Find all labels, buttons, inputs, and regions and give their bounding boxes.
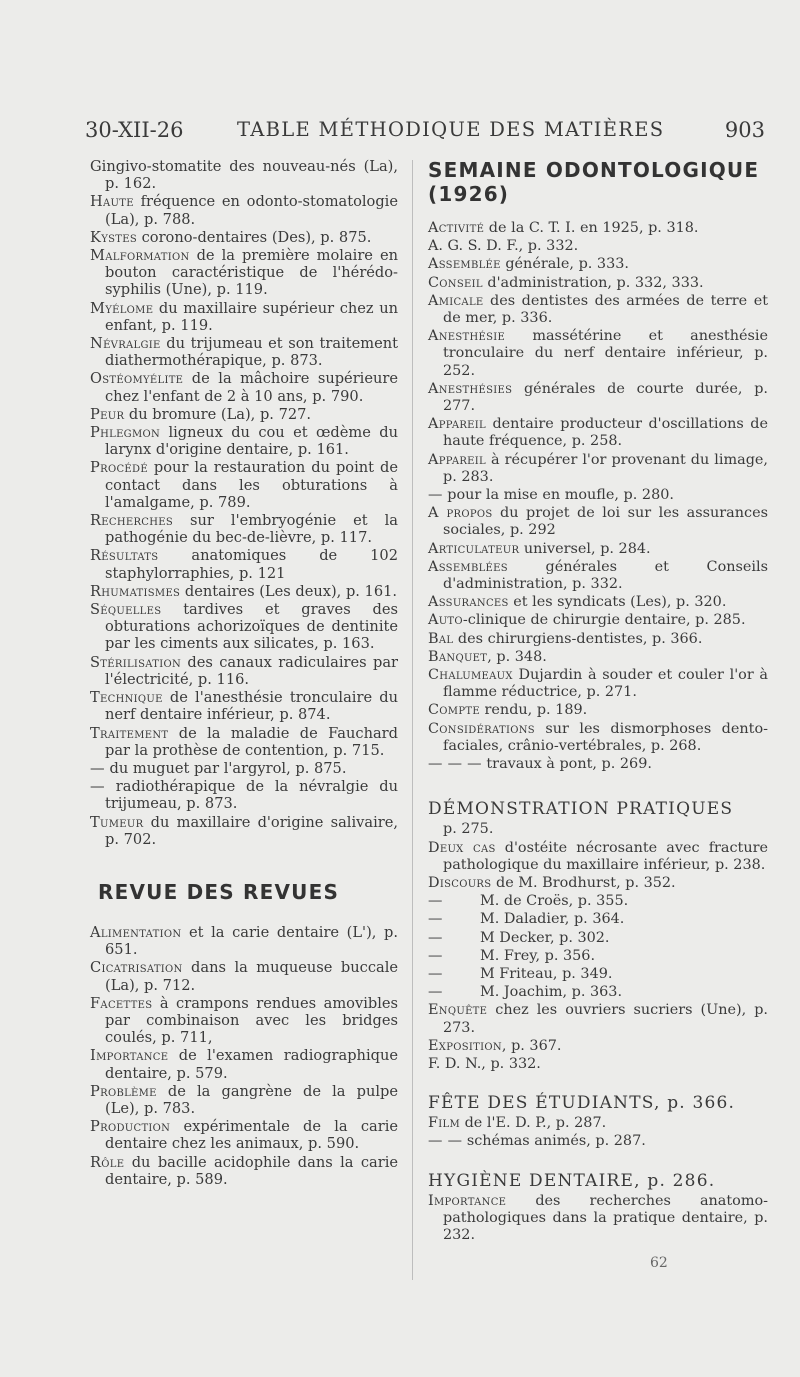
page-header bbox=[85, 118, 765, 148]
entry-text: radiothérapique de la névralgie du trijumeau, p. 873. bbox=[104, 778, 398, 813]
ditto-dash: — bbox=[428, 965, 443, 982]
entry-keyword: Cicatrisation bbox=[90, 959, 183, 977]
index-entry bbox=[428, 1038, 768, 1055]
discours-subentry bbox=[428, 948, 768, 965]
entry-text: de l'anesthésie tronculaire du nerf dentaire inférieur, p. 874. bbox=[105, 689, 398, 724]
entry-text: rendu, p. 189. bbox=[479, 702, 588, 719]
entry-text: M Decker, p. 302. bbox=[480, 929, 610, 946]
entry-keyword: Appareil bbox=[428, 416, 486, 433]
entry-text: , p. 367. bbox=[501, 1037, 562, 1054]
index-entry bbox=[90, 924, 398, 958]
revue-entries bbox=[90, 924, 398, 1188]
index-entry bbox=[90, 725, 398, 759]
index-entry bbox=[90, 778, 398, 812]
entry-keyword: A propos bbox=[428, 505, 493, 522]
entry-text: des chirurgiens-dentistes, p. 366. bbox=[453, 630, 703, 647]
index-entry bbox=[90, 406, 398, 423]
entry-keyword: Recherches bbox=[90, 512, 174, 530]
entry-keyword: Auto bbox=[428, 612, 463, 629]
index-entry bbox=[90, 760, 398, 777]
section-heading-demonstration: DÉMONSTRATION PRATIQUES bbox=[428, 799, 734, 820]
entry-text: A. G. S. D. F., p. 332. bbox=[428, 238, 579, 255]
entry-text: de l'E. D. P., p. 287. bbox=[460, 1115, 607, 1132]
index-entry bbox=[428, 559, 768, 593]
entry-text: des canaux radiculaires par l'électricité, p. 116. bbox=[105, 653, 398, 688]
entry-text: Gingivo-stomatite des nouveau-nés (La), p. 162. bbox=[90, 158, 398, 193]
index-entry bbox=[90, 814, 398, 848]
discours-subentry bbox=[428, 984, 768, 1001]
entry-text: des recherches anatomo-pathologiques dans la pratique dentaire, p. 232. bbox=[443, 1192, 768, 1243]
entry-keyword: Compte bbox=[428, 702, 480, 719]
entry-keyword: Chalumeaux bbox=[428, 667, 513, 684]
entry-text: des dentistes des armées de terre et de mer, p. 336. bbox=[443, 292, 768, 327]
entry-keyword: Alimentation bbox=[90, 923, 182, 941]
entry-text: sur l'embryogénie et la pathogénie du bec-de-lièvre, p. 117. bbox=[105, 512, 398, 547]
index-entry bbox=[90, 512, 398, 546]
entry-text: M. Joachim, p. 363. bbox=[480, 984, 623, 1001]
entry-keyword: Amicale bbox=[428, 292, 484, 309]
index-entry bbox=[90, 601, 398, 653]
entry-keyword: Deux cas bbox=[428, 839, 496, 856]
entry-text: pour la mise en moufle, p. 280. bbox=[442, 487, 674, 504]
entry-keyword: — bbox=[90, 759, 105, 777]
entry-keyword: Rhumatismes bbox=[90, 582, 181, 600]
demonstration-page: p. 275. bbox=[443, 821, 494, 838]
entry-text: dans la muqueuse buccale (La), p. 712. bbox=[105, 959, 398, 994]
entry-keyword: Traitement bbox=[90, 724, 169, 742]
discours-subentry bbox=[428, 893, 768, 910]
entry-keyword: Stérilisation bbox=[90, 653, 182, 671]
entry-keyword: Assurances bbox=[428, 594, 509, 611]
entry-text: , p. 348. bbox=[487, 648, 547, 665]
entry-text: -clinique de chirurgie dentaire, p. 285. bbox=[462, 612, 746, 629]
entry-text: Dujardin à souder et couler l'or à flamme réductrice, p. 271. bbox=[443, 667, 768, 701]
index-entry bbox=[90, 1083, 398, 1117]
fete-entries bbox=[428, 1115, 768, 1150]
entry-keyword: Importance bbox=[428, 1192, 507, 1209]
entry-keyword: Malformation bbox=[90, 247, 190, 265]
entry-text: universel, p. 284. bbox=[519, 540, 651, 557]
discours-subentry bbox=[428, 911, 768, 928]
entry-keyword: Assemblées bbox=[428, 558, 508, 575]
index-entry bbox=[90, 1118, 398, 1152]
index-entry bbox=[428, 612, 768, 629]
entry-keyword: Facettes bbox=[90, 994, 153, 1012]
index-entry bbox=[90, 654, 398, 688]
discours-subentry bbox=[428, 966, 768, 983]
entry-text: F. D. N., p. 332. bbox=[428, 1055, 541, 1072]
entry-text: travaux à pont, p. 269. bbox=[481, 756, 652, 773]
index-entry bbox=[428, 328, 768, 380]
entry-keyword: Anesthésie bbox=[428, 328, 506, 345]
entry-text: corono-dentaires (Des), p. 875. bbox=[136, 228, 372, 246]
entry-text: sur les dismorphoses dento-faciales, crânio-vertébrales, p. 268. bbox=[443, 720, 768, 754]
entry-text: de la gangrène de la pulpe (Le), p. 783. bbox=[105, 1082, 398, 1117]
entry-keyword: Technique bbox=[90, 689, 163, 707]
entry-keyword: Importance bbox=[90, 1047, 169, 1065]
index-entry bbox=[428, 649, 768, 666]
entry-text: du bromure (La), p. 727. bbox=[124, 405, 312, 423]
entry-text: du trijumeau et son traitement diathermothérapique, p. 873. bbox=[105, 335, 398, 370]
index-entry bbox=[90, 158, 398, 192]
entry-text: M. Frey, p. 356. bbox=[480, 947, 596, 964]
entry-text: M. Daladier, p. 364. bbox=[480, 911, 625, 928]
entry-keyword: Névralgie bbox=[90, 335, 161, 353]
entry-text: et la carie dentaire (L'), p. 651. bbox=[105, 923, 398, 959]
index-entry bbox=[428, 256, 768, 273]
entry-keyword: Kystes bbox=[90, 228, 137, 246]
left-entries bbox=[90, 158, 398, 848]
index-entry bbox=[428, 1002, 768, 1036]
entry-text: M. de Croës, p. 355. bbox=[480, 893, 629, 910]
entry-text: d'administration, p. 332, 333. bbox=[482, 274, 704, 291]
index-entry bbox=[428, 721, 768, 755]
index-entry bbox=[90, 424, 398, 458]
index-entry bbox=[90, 689, 398, 723]
index-entry bbox=[90, 229, 398, 246]
entry-text: M Friteau, p. 349. bbox=[480, 965, 613, 982]
entry-text: expérimentale de la carie dentaire chez les animaux, p. 590. bbox=[105, 1118, 398, 1153]
entry-keyword: Enquête bbox=[428, 1002, 488, 1019]
ditto-dash: — bbox=[428, 947, 443, 964]
entry-keyword: Conseil bbox=[428, 274, 483, 291]
entry-keyword: Phlegmon bbox=[90, 424, 161, 442]
index-entry bbox=[428, 1056, 768, 1073]
index-entry bbox=[428, 631, 768, 648]
entry-keyword: Bal bbox=[428, 630, 454, 647]
index-entry bbox=[428, 275, 768, 292]
discours-subentries bbox=[428, 893, 768, 1001]
section-heading-revue: REVUE DES REVUES bbox=[98, 879, 340, 904]
index-entry bbox=[90, 370, 398, 404]
entry-text: de la maladie de Fauchard par la prothèse de contention, p. 715. bbox=[105, 724, 398, 759]
index-entry bbox=[90, 1154, 398, 1188]
index-entry bbox=[428, 452, 768, 486]
ditto-dash: — bbox=[428, 893, 443, 910]
entry-text: à crampons rendues amovibles par combinaison avec les bridges coulés, p. 711, bbox=[105, 994, 398, 1047]
index-entry bbox=[90, 193, 398, 227]
left-column bbox=[90, 158, 398, 1189]
index-entry bbox=[428, 541, 768, 558]
entry-keyword: Articulateur bbox=[428, 540, 520, 557]
ditto-dash: — bbox=[428, 911, 443, 928]
entry-text: dentaires (Les deux), p. 161. bbox=[180, 582, 398, 600]
index-entry bbox=[428, 702, 768, 719]
index-entry bbox=[428, 1193, 768, 1245]
entry-keyword: Appareil bbox=[428, 451, 486, 468]
printer-signature: 62 bbox=[650, 1255, 668, 1271]
index-entry bbox=[428, 840, 768, 874]
index-entry bbox=[428, 1133, 768, 1150]
entry-keyword: Production bbox=[90, 1118, 171, 1136]
entry-keyword: Résultats bbox=[90, 547, 159, 565]
header-title: TABLE MÉTHODIQUE DES MATIÈRES bbox=[237, 118, 665, 141]
index-entry bbox=[90, 959, 398, 993]
entry-keyword: — — — bbox=[428, 756, 482, 773]
entry-text: à récupérer l'or provenant du limage, p. 283. bbox=[443, 451, 768, 485]
entry-text: générales de courte durée, p. 277. bbox=[443, 380, 768, 415]
entry-text: tardives et graves des obturations achorizoïques de dentinite par les ciments aux silicates, p. 163. bbox=[105, 601, 398, 653]
entry-keyword: Problème bbox=[90, 1082, 157, 1100]
hygiene-entries bbox=[428, 1193, 768, 1245]
index-entry bbox=[428, 505, 768, 539]
header-date: 30-XII-26 bbox=[85, 118, 184, 142]
index-entry bbox=[428, 381, 768, 415]
entry-text: dentaire producteur d'oscillations de haute fréquence, p. 258. bbox=[443, 416, 768, 450]
index-entry bbox=[428, 1115, 768, 1132]
entry-text: pour la restauration du point de contact dans les obturations à l'amalgame, p. 789. bbox=[105, 459, 398, 511]
entry-keyword: — bbox=[428, 487, 443, 504]
entry-text: fréquence en odonto-stomatologie (La), p. 788. bbox=[105, 193, 398, 228]
index-entry bbox=[428, 416, 768, 450]
index-entry bbox=[428, 667, 768, 701]
entry-keyword: Myélome bbox=[90, 299, 154, 317]
entry-text: du maxillaire supérieur chez un enfant, p. 119. bbox=[105, 299, 398, 334]
index-entry bbox=[428, 238, 768, 255]
index-entry bbox=[428, 756, 768, 773]
entry-text: de M. Brodhurst, p. 352. bbox=[491, 874, 676, 891]
entry-text: d'ostéite nécrosante avec fracture pathologique du maxillaire inférieur, p. 238. bbox=[443, 839, 768, 873]
entry-text: ligneux du cou et œdème du larynx d'origine dentaire, p. 161. bbox=[105, 424, 398, 459]
section-heading-fete: FÊTE DES ÉTUDIANTS, p. 366. bbox=[428, 1093, 736, 1114]
entry-keyword: Banquet bbox=[428, 648, 488, 665]
index-entry bbox=[428, 293, 768, 327]
entry-keyword: Assemblée bbox=[428, 256, 501, 273]
entry-text: massétérine et anesthésie tronculaire du nerf dentaire inférieur, p. 252. bbox=[443, 328, 768, 379]
index-entry bbox=[90, 300, 398, 334]
entry-text: du muguet par l'argyrol, p. 875. bbox=[104, 759, 347, 777]
entry-keyword: Tumeur bbox=[90, 813, 144, 831]
entry-keyword: Peur bbox=[90, 405, 125, 423]
entry-text: schémas animés, p. 287. bbox=[462, 1133, 646, 1150]
ditto-dash: — bbox=[428, 984, 443, 1001]
index-entry bbox=[90, 247, 398, 299]
right-column bbox=[428, 158, 768, 1245]
entry-text: de la première molaire en bouton caractéristique de l'hérédo-syphilis (Une), p. 119. bbox=[105, 247, 398, 299]
entry-text: du bacille acidophile dans la carie dentaire, p. 589. bbox=[105, 1153, 398, 1188]
entry-text: générale, p. 333. bbox=[500, 256, 629, 273]
column-divider bbox=[412, 160, 413, 1280]
entry-keyword: Rôle bbox=[90, 1153, 125, 1171]
index-entry bbox=[428, 594, 768, 611]
entry-text: de l'examen radiographique dentaire, p. 579. bbox=[105, 1047, 398, 1082]
index-entry bbox=[90, 547, 398, 581]
semaine-entries bbox=[428, 220, 768, 773]
entry-keyword: — — bbox=[428, 1133, 463, 1150]
ditto-dash: — bbox=[428, 929, 443, 946]
entry-text: chez les ouvriers sucriers (Une), p. 273. bbox=[443, 1002, 768, 1036]
entry-text: et les syndicats (Les), p. 320. bbox=[508, 594, 727, 611]
entry-keyword: Considérations bbox=[428, 720, 535, 737]
entry-text: du maxillaire d'origine salivaire, p. 702. bbox=[105, 813, 398, 848]
index-entry bbox=[428, 487, 768, 504]
index-entry bbox=[428, 220, 768, 237]
entry-keyword: Exposition bbox=[428, 1037, 502, 1054]
entry-keyword: Discours bbox=[428, 874, 492, 891]
section-heading-hygiene: HYGIÈNE DENTAIRE, p. 286. bbox=[428, 1170, 716, 1191]
header-page-number: 903 bbox=[724, 118, 765, 142]
entry-keyword: Procédé bbox=[90, 459, 148, 477]
entry-keyword: Film bbox=[428, 1115, 461, 1132]
index-entry bbox=[90, 583, 398, 600]
demonstration-entries bbox=[428, 840, 768, 893]
index-entry bbox=[90, 995, 398, 1047]
index-entry bbox=[90, 335, 398, 369]
index-entry bbox=[90, 459, 398, 511]
demonstration-more-entries bbox=[428, 1002, 768, 1073]
entry-keyword: — bbox=[90, 778, 105, 796]
index-entry bbox=[428, 875, 768, 892]
entry-keyword: Séquelles bbox=[90, 601, 162, 619]
entry-keyword: Activité bbox=[428, 220, 485, 236]
entry-keyword: Haute bbox=[90, 193, 134, 211]
section-heading-semaine: SEMAINE ODONTOLOGIQUE (1926) bbox=[428, 158, 760, 206]
entry-text: du projet de loi sur les assurances sociales, p. 292 bbox=[443, 505, 768, 539]
entry-text: anatomiques de 102 staphylorraphies, p. 121 bbox=[105, 547, 398, 582]
entry-text: générales et Conseils d'administration, p. 332. bbox=[443, 558, 768, 593]
entry-keyword: Anesthésies bbox=[428, 380, 513, 397]
discours-subentry bbox=[428, 930, 768, 947]
entry-keyword: Ostéomyélite bbox=[90, 370, 184, 388]
entry-text: de la mâchoire supérieure chez l'enfant de 2 à 10 ans, p. 790. bbox=[105, 370, 398, 405]
index-entry bbox=[90, 1047, 398, 1081]
entry-text: de la C. T. I. en 1925, p. 318. bbox=[484, 220, 699, 236]
